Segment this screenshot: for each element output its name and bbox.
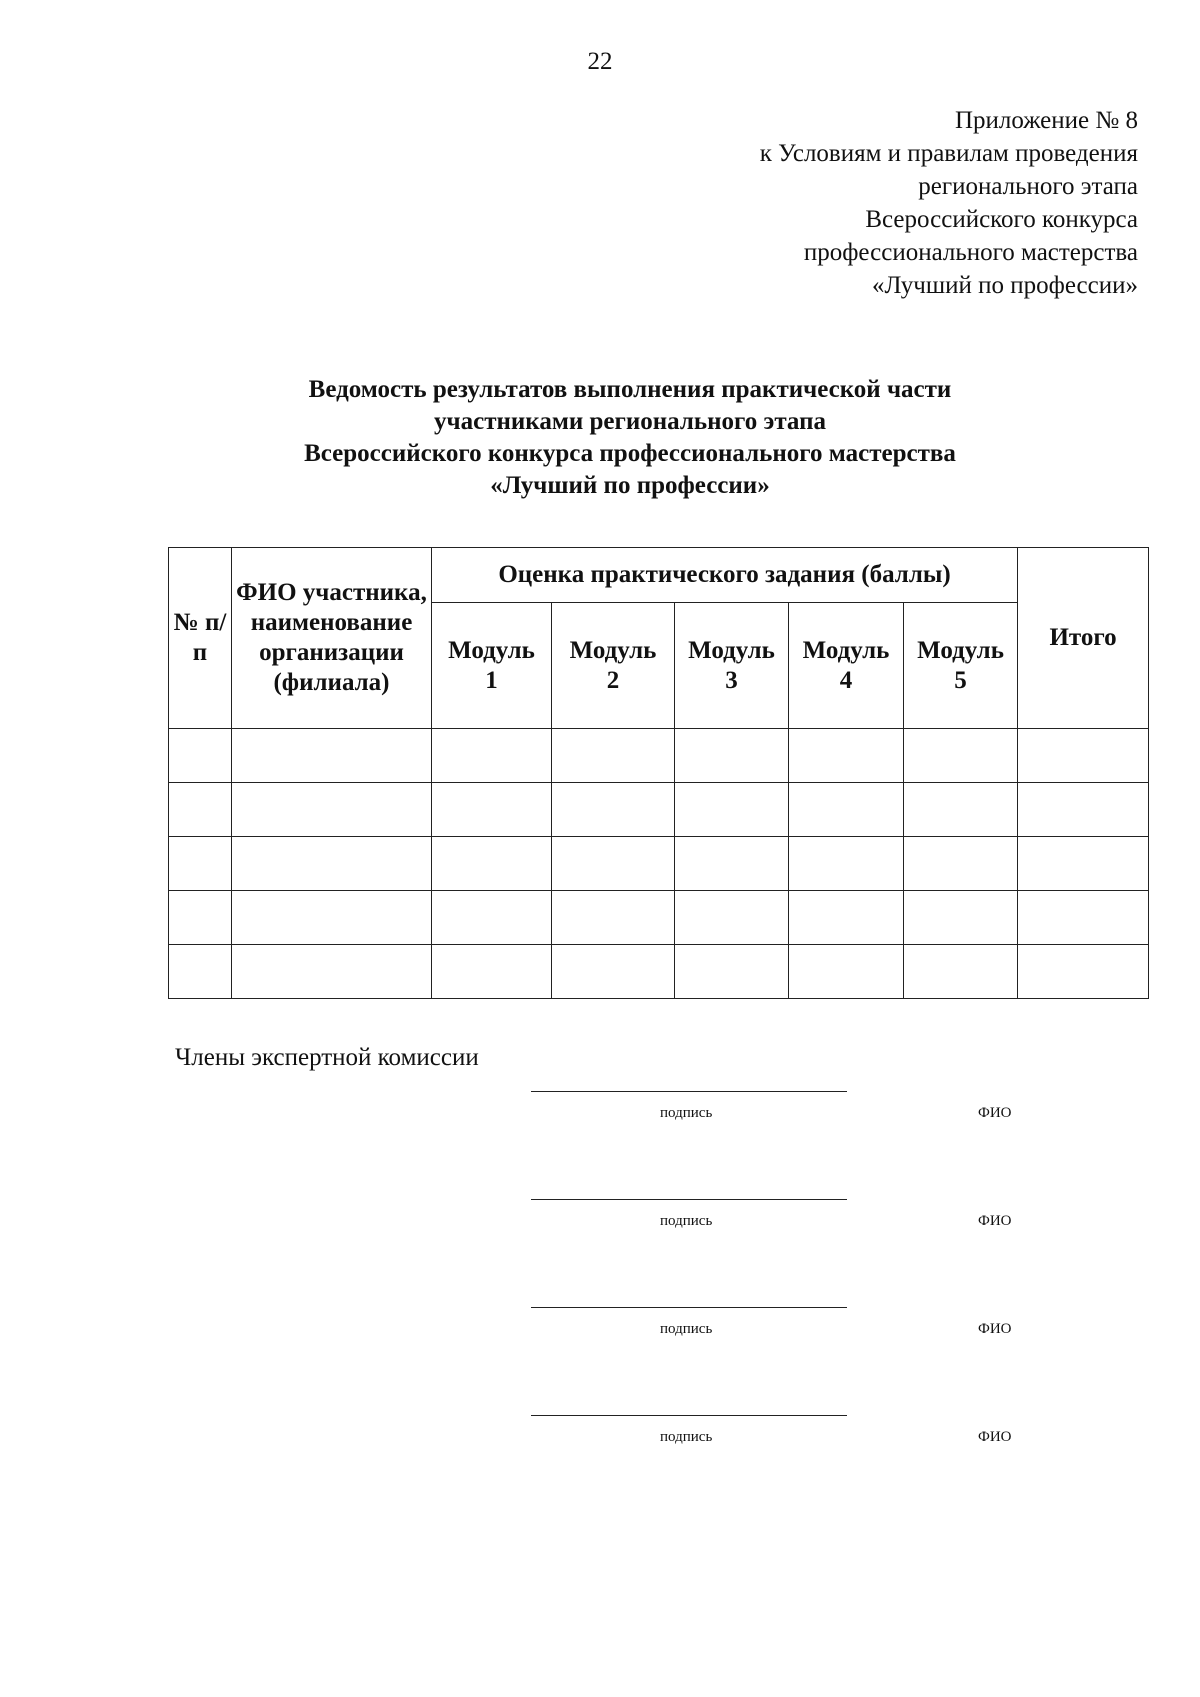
annex-line: профессионального мастерства (803, 239, 1138, 266)
title-line: Ведомость результатов выполнения практической части (308, 376, 952, 403)
table-cell[interactable] (552, 783, 675, 837)
table-cell[interactable] (1018, 945, 1149, 999)
name-caption: ФИО (978, 1105, 1012, 1121)
annex-line: регионального этапа (918, 173, 1138, 200)
table-cell[interactable] (232, 837, 432, 891)
annex-line: «Лучший по профессии» (871, 272, 1138, 299)
table-row (169, 783, 1149, 837)
table-cell[interactable] (789, 945, 904, 999)
header-score-group: Оценка практического задания (баллы) (432, 548, 1018, 603)
title-line: «Лучший по профессии» (490, 472, 770, 499)
name-caption: ФИО (978, 1321, 1012, 1337)
annex-header (518, 104, 1138, 302)
table-row (169, 729, 1149, 783)
results-table (168, 547, 1149, 999)
table-cell[interactable] (675, 729, 789, 783)
title-line: участниками регионального этапа (434, 408, 826, 435)
header-module-5 (904, 603, 1018, 729)
table-cell[interactable] (675, 783, 789, 837)
header-total: Итого (1018, 548, 1149, 729)
signature-line[interactable] (531, 1199, 847, 1200)
title-line: Всероссийского конкурса профессионального мастерства (304, 440, 956, 467)
signature-block (0, 1199, 1200, 1239)
table-cell[interactable] (789, 837, 904, 891)
signature-line[interactable] (531, 1307, 847, 1308)
table-cell[interactable] (169, 891, 232, 945)
signature-block (0, 1307, 1200, 1347)
signature-line[interactable] (531, 1415, 847, 1416)
table-cell[interactable] (232, 945, 432, 999)
table-cell[interactable] (789, 891, 904, 945)
table-cell[interactable] (1018, 729, 1149, 783)
table-cell[interactable] (552, 837, 675, 891)
table-row (169, 837, 1149, 891)
signature-block (0, 1415, 1200, 1455)
table-cell[interactable] (232, 783, 432, 837)
module-label: Модуль (917, 636, 1004, 664)
table-cell[interactable] (169, 783, 232, 837)
name-caption: ФИО (978, 1213, 1012, 1229)
annex-line: Всероссийского конкурса (865, 206, 1138, 233)
header-module-4 (789, 603, 904, 729)
table-cell[interactable] (232, 891, 432, 945)
page-number: 22 (587, 48, 613, 75)
header-participant: ФИО участника, наименование организации (филиала) (232, 548, 432, 729)
signature-caption: подпись (660, 1429, 713, 1445)
signature-line[interactable] (531, 1091, 847, 1092)
table-cell[interactable] (904, 945, 1018, 999)
table-cell[interactable] (904, 891, 1018, 945)
header-module-2 (552, 603, 675, 729)
table-cell[interactable] (1018, 891, 1149, 945)
table-cell[interactable] (675, 837, 789, 891)
table-cell[interactable] (552, 729, 675, 783)
commission-label: Члены экспертной комиссии (175, 1044, 479, 1071)
table-cell[interactable] (675, 891, 789, 945)
module-label: Модуль (448, 636, 535, 664)
signature-caption: подпись (660, 1105, 713, 1121)
table-cell[interactable] (552, 945, 675, 999)
table-cell[interactable] (169, 945, 232, 999)
header-module-3 (675, 603, 789, 729)
table-cell[interactable] (169, 729, 232, 783)
header-module-1 (432, 603, 552, 729)
table-cell[interactable] (904, 729, 1018, 783)
module-number: 5 (954, 666, 967, 694)
name-caption: ФИО (978, 1429, 1012, 1445)
document-title (160, 374, 1100, 502)
table-body (169, 729, 1149, 999)
table-cell[interactable] (675, 945, 789, 999)
signature-caption: подпись (660, 1213, 713, 1229)
annex-line: Приложение № 8 (954, 107, 1138, 134)
table-cell[interactable] (432, 729, 552, 783)
module-label: Модуль (688, 636, 775, 664)
module-number: 2 (606, 666, 620, 694)
signature-caption: подпись (660, 1321, 713, 1337)
module-label: Модуль (569, 636, 657, 664)
table-cell[interactable] (432, 783, 552, 837)
table-cell[interactable] (904, 783, 1018, 837)
signature-block (0, 1091, 1200, 1131)
header-number: № п/п (169, 548, 232, 729)
module-label: Модуль (802, 636, 890, 664)
module-number: 3 (725, 666, 738, 694)
table-row (169, 891, 1149, 945)
annex-line: к Условиям и правилам проведения (759, 140, 1138, 167)
table-cell[interactable] (432, 891, 552, 945)
table-cell[interactable] (1018, 783, 1149, 837)
table-cell[interactable] (432, 945, 552, 999)
table-cell[interactable] (1018, 837, 1149, 891)
table-row (169, 945, 1149, 999)
table-cell[interactable] (169, 837, 232, 891)
table-cell[interactable] (552, 891, 675, 945)
table-cell[interactable] (904, 837, 1018, 891)
module-number: 1 (485, 666, 498, 694)
table-cell[interactable] (789, 783, 904, 837)
table-cell[interactable] (432, 837, 552, 891)
table-cell[interactable] (789, 729, 904, 783)
table-cell[interactable] (232, 729, 432, 783)
module-number: 4 (839, 666, 853, 694)
